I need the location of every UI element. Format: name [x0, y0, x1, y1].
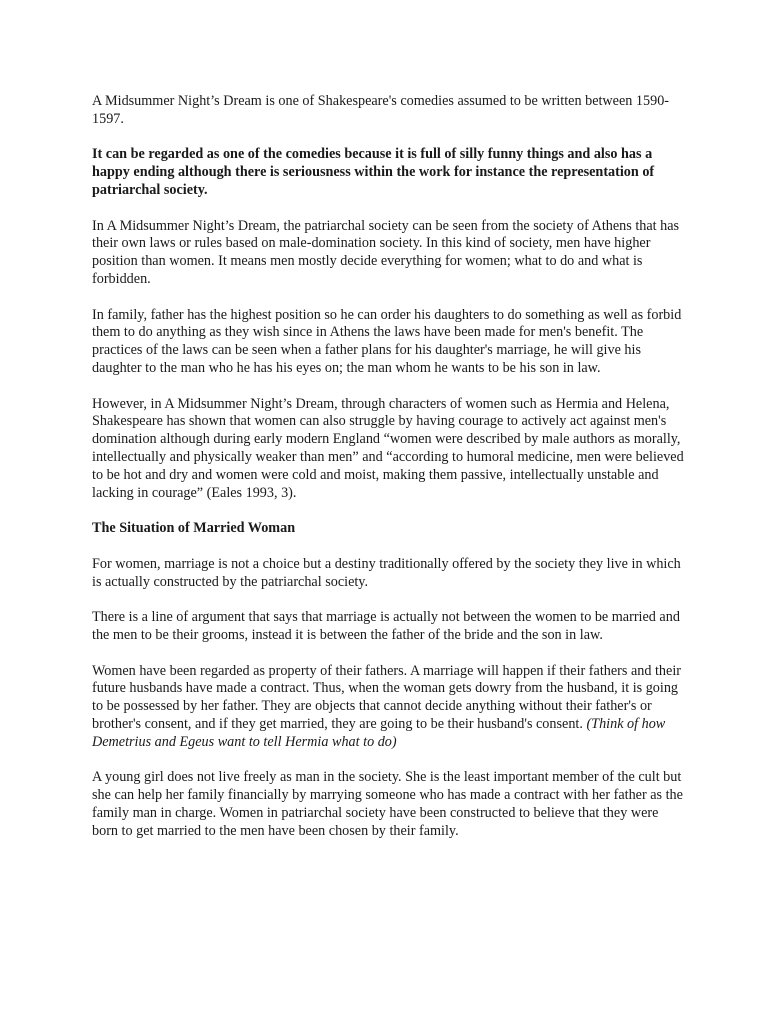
paragraph-destiny: For women, marriage is not a choice but a destiny traditionally offered by the society they live in which is actually constructed by the patriarchal society. — [92, 555, 681, 590]
paragraph-property-text: Women have been regarded as property of their fathers. A marriage will happen if their fathers and their future husbands have made a contract. Thus, when the woman gets dowry from the husband, it is going to be possessed by her father. They are objects that cannot decide anything without their father's or brother's consent, and if they get married, they are going to be their husband's consent. — [92, 662, 681, 732]
paragraph-however: However, in A Midsummer Night’s Dream, through characters of women such as Hermia and Helena, Shakespeare has shown that women can also struggle by having courage to actively act against men's domination although during early modern England “women were described by male authors as morally, intellectually and physically weaker than men” and “according to humoral medicine, men were believed to be hot and dry and women were cold and moist, making them passive, intellectually unstable and lacking in courage” (Eales 1993, 3). — [92, 395, 684, 501]
section-heading: The Situation of Married Woman — [92, 520, 296, 537]
document-page — [92, 93, 684, 858]
paragraph-property-italic-note: (Think of how Demetrius and Egeus want to tell Hermia what to do) — [92, 715, 666, 750]
paragraph-family: In family, father has the highest position so he can order his daughters to do something as well as forbid them to do anything as they wish since in Athens the laws have been made for men's benefit. The practices of the laws can be seen when a father plans for his daughter's marriage, he will give his daughter to the man who he has his eyes on; the man whom he wants to be his son in law. — [92, 306, 682, 376]
paragraph-athens: In A Midsummer Night’s Dream, the patriarchal society can be seen from the society of Athens that has their own laws or rules based on male-domination society. In this kind of society, men have higher position than women. It means men mostly decide everything for women; what to do and what is forbidden. — [92, 217, 680, 287]
paragraph-argument: There is a line of argument that says that marriage is actually not between the women to be married and the men to be their grooms, instead it is between the father of the bride and the son in law. — [92, 609, 680, 643]
paragraph-property — [92, 663, 684, 752]
paragraph-comedy-bold: It can be regarded as one of the comedies because it is full of silly funny things and also has a happy ending although there is seriousness within the work for instance the representation of patriarchal society. — [92, 146, 655, 198]
paragraph-young-girl: A young girl does not live freely as man in the society. She is the least important member of the cult but she can help her family financially by marrying someone who has made a contract with her father as the family man in charge. Women in patriarchal society have been constructed to believe that they were born to get married to the men have been chosen by their family. — [92, 769, 683, 839]
paragraph-intro: A Midsummer Night’s Dream is one of Shakespeare's comedies assumed to be written between 1590-1597. — [92, 93, 670, 127]
